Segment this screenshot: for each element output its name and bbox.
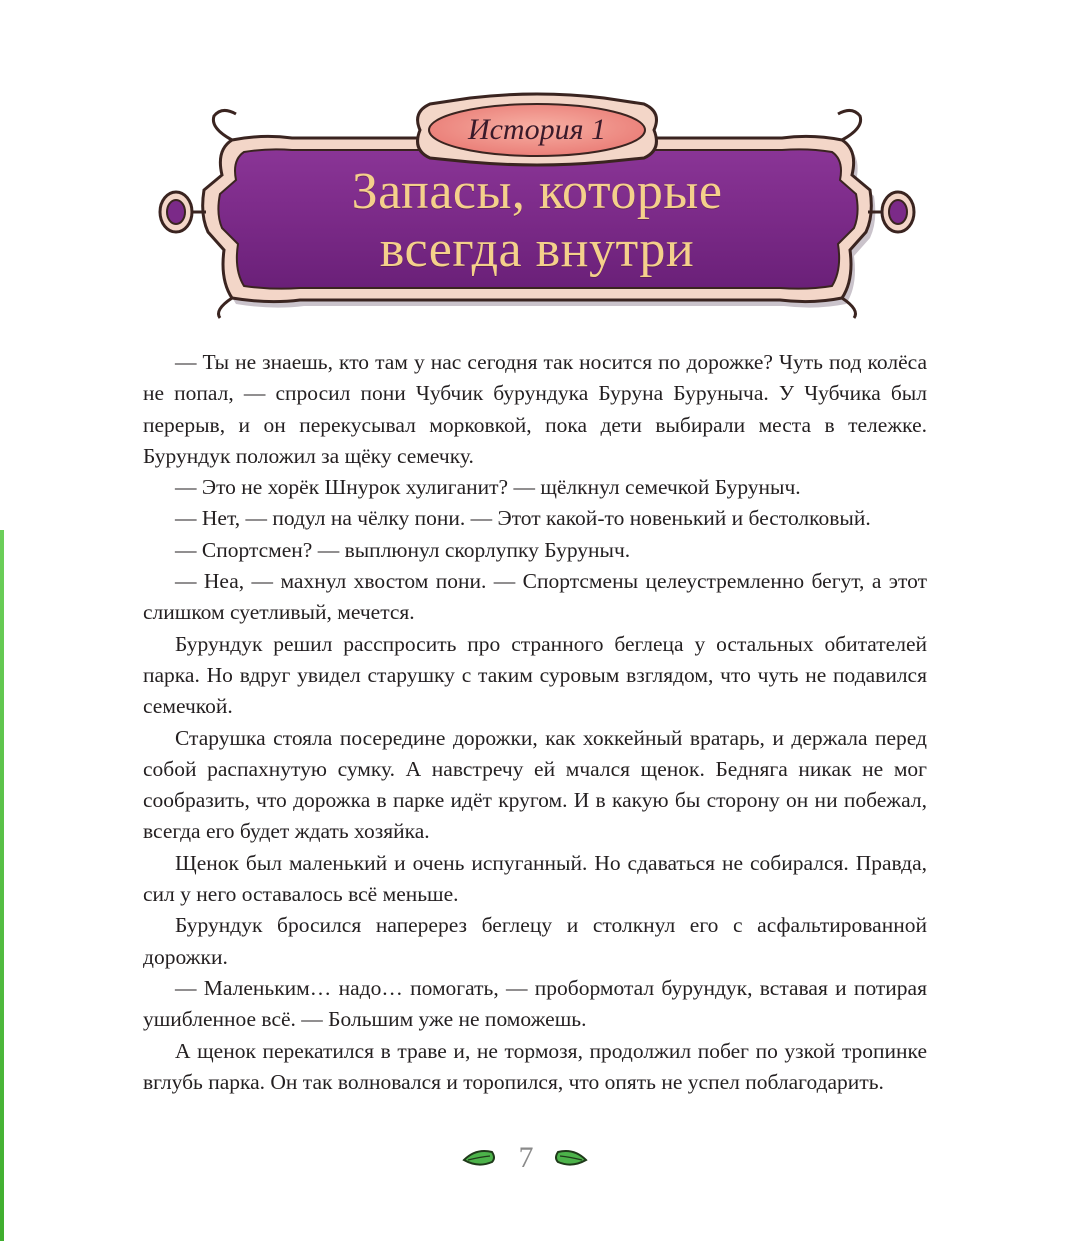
page-number: 7 — [518, 1141, 534, 1174]
paragraph: — Маленьким… надо… помогать, — пробормотал бурундук, вставая и потирая ушибленное всё. — Большим уже не поможешь. — [143, 975, 927, 1032]
left-ornament — [160, 192, 206, 232]
page-footer — [440, 1140, 630, 1176]
chapter-title-line-1: Запасы, которые — [351, 163, 723, 220]
chapter-badge-label: История 1 — [467, 113, 607, 146]
paragraph: — Нет, — подул на чёлку пони. — Этот какой-то новенький и бестолковый. — [175, 506, 871, 531]
paragraph: — Неа, — махнул хвостом пони. — Спортсмены целеустремленно бегут, а этот слишком суетливый, мечется. — [143, 569, 927, 625]
paragraph: А щенок перекатился в траве и, не тормозя, продолжил побег по узкой тропинке вглубь парка. Он так волновался и торопился, что опять не успел поблагодарить. — [143, 1038, 927, 1094]
paragraph: Бурундук решил расспросить про странного беглеца у остальных обитателей парка. Но вдруг увидел старушку с таким суровым взглядом, что чуть не подавился семечкой. — [143, 631, 927, 719]
paragraph: — Это не хорёк Шнурок хулиганит? — щёлкнул семечкой Буруныч. — [175, 475, 801, 500]
chapter-banner — [0, 0, 1075, 330]
green-page-edge — [0, 530, 4, 1241]
leaf-icon — [462, 1148, 498, 1168]
right-ornament — [868, 192, 914, 232]
leaf-icon — [552, 1148, 588, 1168]
paragraph: Щенок был маленький и очень испуганный. Но сдаваться не собирался. Правда, сил у него оставалось всё меньше. — [143, 850, 927, 907]
chapter-title-line-2: всегда внутри — [379, 221, 695, 278]
paragraph: — Спортсмен? — выплюнул скорлупку Буруныч. — [175, 537, 631, 562]
story-text — [143, 347, 927, 1098]
paragraph: Старушка стояла посередине дорожки, как хоккейный вратарь, и держала перед собой распахнутую сумку. А навстречу ей мчался щенок. Бедняга никак не мог сообразить, что дорожка в парке идёт кругом. И в какую бы сторону он ни побежал, всегда его будет ждать хозяйка. — [143, 725, 927, 844]
paragraph: — Ты не знаешь, кто там у нас сегодня так носится по дорожке? Чуть под колёса не попал, — спросил пони Чубчик бурундука Буруна Буруныча. У Чубчика был перерыв, и он перекусывал морковкой, пока дети выбирали места в тележке. Бурундук положил за щёку семечку. — [143, 350, 927, 468]
paragraph: Бурундук бросился наперерез беглецу и столкнул его с асфальтированной дорожки. — [143, 913, 927, 969]
